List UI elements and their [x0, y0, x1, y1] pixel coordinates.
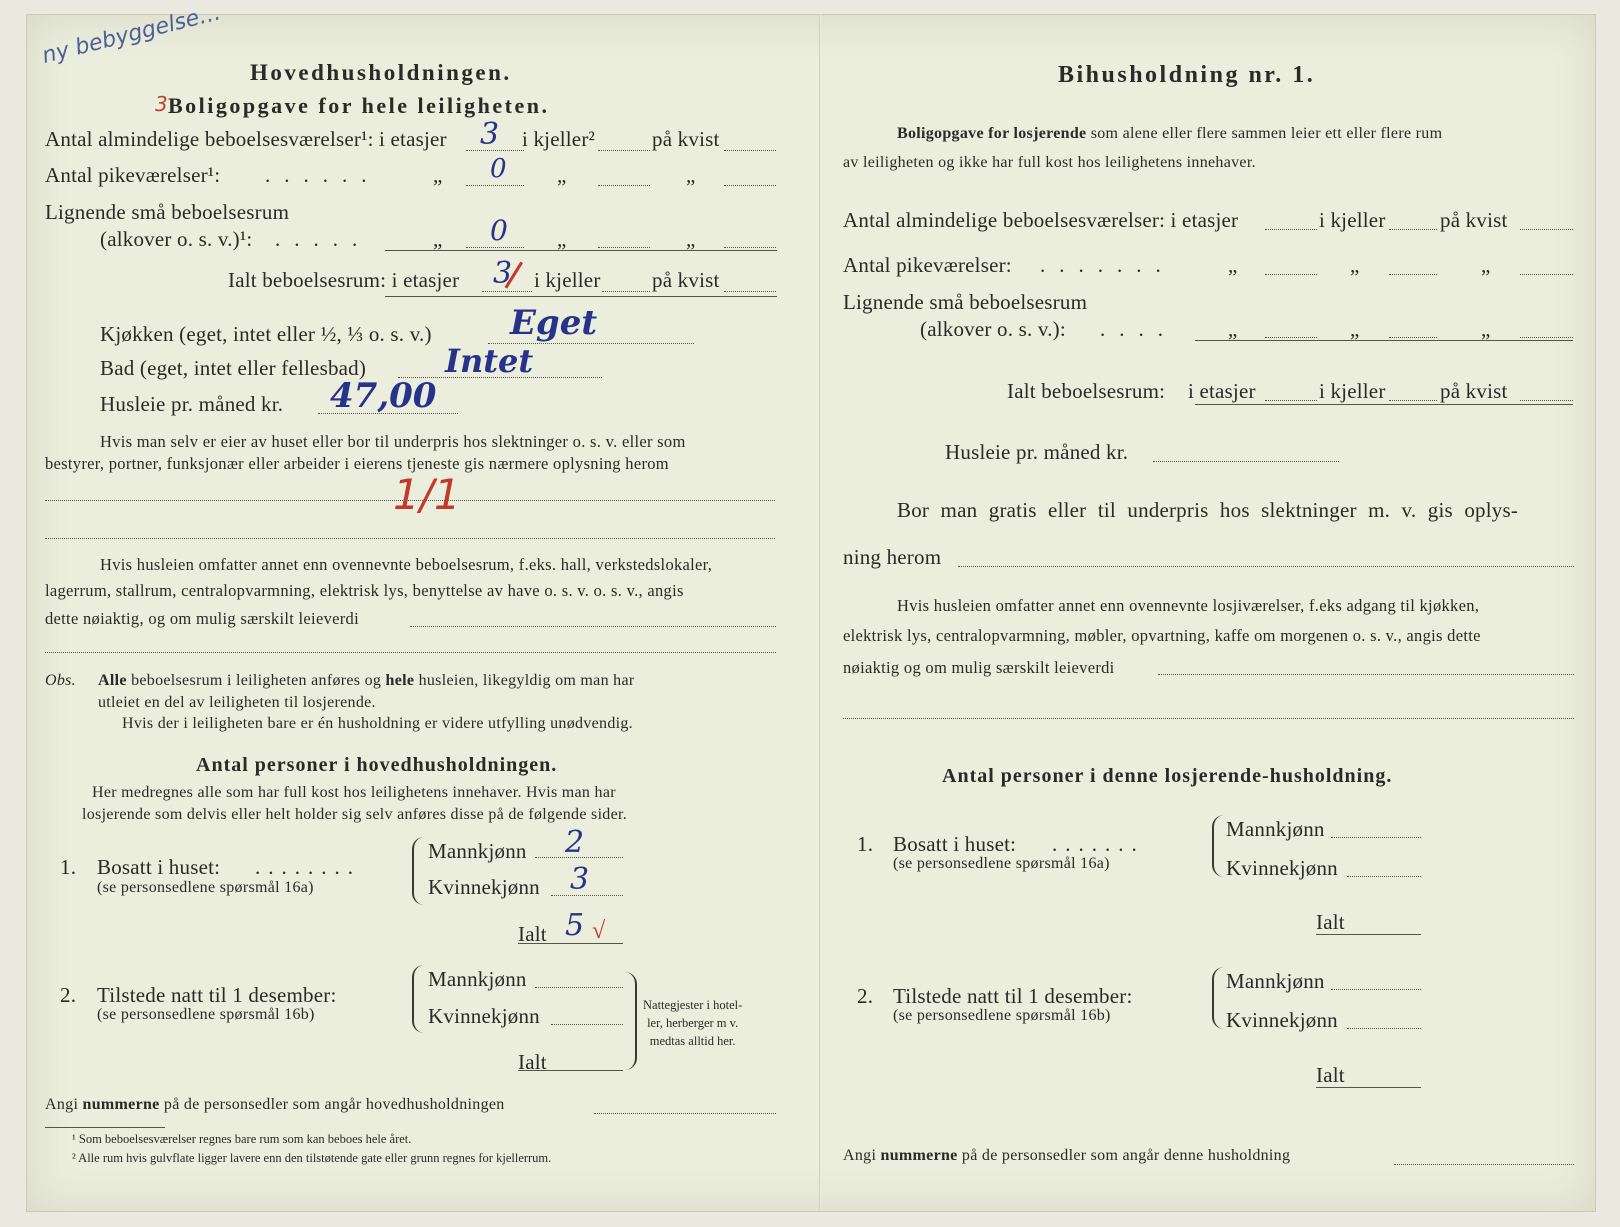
gratis-field[interactable]	[958, 566, 1574, 567]
q1-brace	[412, 837, 424, 905]
q2-ialt-label: Ialt	[518, 1050, 547, 1074]
margin-handwriting: ny bebyggelse…	[39, 0, 224, 69]
r-q2-kvinne-label: Kvinnekjønn	[1226, 1008, 1338, 1032]
row1-kvist-label: på kvist	[652, 127, 720, 151]
r-q1-number: 1.	[857, 832, 874, 856]
sum-rule-top	[385, 250, 777, 251]
r-q1-kvinne-field[interactable]	[1347, 876, 1421, 877]
eier-text-1: Hvis man selv er eier av huset eller bor til underpris hos slektninger o. s. v. eller som	[100, 432, 686, 451]
r-row3-kvist-field[interactable]	[1520, 337, 1573, 338]
r-sum-rule-top	[1195, 340, 1573, 341]
row1-etasjer-value: 3	[480, 117, 500, 152]
angi-right-c: på de personsedler som angår denne husholdning	[961, 1147, 1291, 1164]
r-omfatter-2: elektrisk lys, centralopvarmning, møbler, opvartning, kaffe om morgenen o. s. v., angis dette	[843, 626, 1481, 645]
angi-left	[45, 1096, 505, 1114]
row1-label: Antal almindelige beboelsesværelser¹: i etasjer	[45, 127, 447, 151]
r-row2-ditto-3: „	[1481, 253, 1491, 277]
obs-line-3: Hvis der i leiligheten bare er én husholdning er videre utfylling unødvendig.	[122, 715, 633, 732]
r-ialt-etasjer-field[interactable]	[1265, 400, 1317, 401]
row2-leader-dots: ......	[265, 163, 381, 187]
r-row1-etasjer-field[interactable]	[1265, 229, 1317, 230]
r-q1-ialt-label: Ialt	[1316, 910, 1345, 934]
omfatter-field-1[interactable]	[410, 626, 776, 627]
angi-left-c: på de personsedler som angår hovedhusholdningen	[163, 1096, 505, 1113]
q2-sub: (se personsedlene spørsmål 16b)	[97, 1006, 315, 1023]
q1-mann-value: 2	[565, 825, 585, 860]
persons-text-2: losjerende som delvis eller helt holder sig selv anføres disse på de følgende sider.	[82, 806, 628, 823]
obs-text-a: beboelsesrum i leiligheten anføres og	[131, 672, 382, 689]
kjokken-label: Kjøkken (eget, intet eller ½, ⅓ o. s. v.)	[100, 322, 432, 346]
nattegjester-line-1: Nattegjester i hotel-	[643, 998, 743, 1012]
row3-etasjer-field[interactable]	[466, 247, 524, 248]
row3-etasjer-value: 0	[490, 214, 508, 247]
q1-mann-label: Mannkjønn	[428, 839, 527, 863]
r-row1-kvist-label: på kvist	[1440, 208, 1508, 232]
row1-kjeller-label: i kjeller²	[522, 127, 596, 151]
angi-left-nummerne: nummerne	[82, 1096, 160, 1113]
q1-ialt-rule	[518, 943, 623, 944]
row3-kvist-field[interactable]	[724, 247, 776, 248]
r-omfatter-1: Hvis husleien omfatter annet enn ovennevnte losjiværelser, f.eks adgang til kjøkken,	[897, 596, 1480, 615]
q1-kvinne-label: Kvinnekjønn	[428, 875, 540, 899]
nattegjester-line-3: medtas alltid her.	[649, 1034, 736, 1048]
r-row2-ditto-2: „	[1350, 253, 1360, 277]
ialt-kvist-field[interactable]	[724, 291, 776, 292]
q2-mann-field[interactable]	[535, 987, 623, 988]
row2-kjeller-field[interactable]	[598, 185, 650, 186]
r-row3-ditto-1: „	[1228, 317, 1238, 341]
eier-text-2: bestyrer, portner, funksjonær eller arbeider i eierens tjeneste gis nærmere oplysning herom	[45, 454, 669, 473]
q1-label: Bosatt i huset:	[97, 855, 221, 879]
q2-ialt-rule	[518, 1070, 623, 1071]
row2-label: Antal pikeværelser¹:	[45, 163, 221, 187]
row3-label-a: Lignende små beboelsesrum	[45, 200, 290, 224]
r-sum-rule-bottom	[1195, 404, 1573, 405]
q1-sub: (se personsedlene spørsmål 16a)	[97, 879, 314, 896]
q1-ialt-check: √	[592, 918, 606, 944]
r-husleie-field[interactable]	[1153, 461, 1339, 462]
row3-ditto-3: „	[686, 227, 696, 251]
r-row2-leader-dots: .......	[1040, 253, 1175, 277]
obs-text-b: husleien, likegyldig om man har	[418, 672, 635, 689]
r-row2-label: Antal pikeværelser:	[843, 253, 1012, 277]
q1-ialt-value: 5	[565, 908, 585, 943]
r-husleie-label: Husleie pr. måned kr.	[945, 440, 1129, 464]
angi-right	[843, 1147, 1290, 1165]
obs-line-2: utleiet en del av leiligheten til losjerende.	[98, 694, 376, 711]
row1-kjeller-field[interactable]	[598, 150, 650, 151]
r-ialt-kjeller-label: i kjeller	[1319, 379, 1386, 403]
r-row2-etasjer-field[interactable]	[1265, 274, 1317, 275]
r-ialt-label: Ialt beboelsesrum:	[1007, 379, 1166, 403]
persons-title-right: Antal personer i denne losjerende-husholdning.	[942, 765, 1393, 787]
r-row3-label-b: (alkover o. s. v.):	[920, 317, 1066, 341]
r-ialt-kvist-field[interactable]	[1520, 400, 1573, 401]
ialt-kjeller-field[interactable]	[602, 291, 650, 292]
r-q2-brace	[1212, 967, 1224, 1029]
q2-number: 2.	[60, 983, 77, 1007]
angi-right-field[interactable]	[1394, 1164, 1574, 1165]
row1-kvist-field[interactable]	[724, 150, 776, 151]
r-q2-label: Tilstede natt til 1 desember:	[893, 984, 1133, 1008]
footnote-rule	[45, 1127, 165, 1128]
omfatter-1: Hvis husleien omfatter annet enn ovennevnte beboelsesrum, f.eks. hall, verkstedslokaler,	[100, 555, 713, 574]
row2-kvist-field[interactable]	[724, 185, 776, 186]
r-omfatter-field-2[interactable]	[843, 718, 1574, 719]
q2-kvinne-label: Kvinnekjønn	[428, 1004, 540, 1028]
eier-field-2[interactable]	[45, 538, 775, 539]
r-q2-number: 2.	[857, 984, 874, 1008]
r-q1-kvinne-label: Kvinnekjønn	[1226, 856, 1338, 880]
row2-etasjer-value: 0	[490, 154, 507, 184]
r-row2-kvist-field[interactable]	[1520, 274, 1573, 275]
row3-kjeller-field[interactable]	[598, 247, 650, 248]
r-row3-etasjer-field[interactable]	[1265, 337, 1317, 338]
footnote-1: ¹ Som beboelsesværelser regnes bare rum som kan beboes hele året.	[72, 1132, 412, 1146]
q1-ialt-label: Ialt	[518, 922, 547, 946]
page-fold	[819, 14, 821, 1210]
row2-etasjer-field[interactable]	[466, 185, 524, 186]
r-q1-leader-dots: .......	[1052, 832, 1145, 856]
persons-text-1: Her medregnes alle som har full kost hos leilighetens innehaver. Hvis man har	[92, 784, 616, 801]
r-omfatter-field-1[interactable]	[1158, 674, 1574, 675]
row2-ditto-1: „	[433, 163, 443, 187]
row3-leader-dots: .....	[275, 227, 372, 251]
obs-alle: Alle	[98, 672, 127, 689]
r-ialt-kvist-label: på kvist	[1440, 379, 1508, 403]
r-row3-ditto-2: „	[1350, 317, 1360, 341]
omfatter-2: lagerrum, stallrum, centralopvarmning, elektrisk lys, benyttelse av have o. s. v. o. s. v., angis	[45, 581, 684, 600]
q1-leader-dots: ........	[255, 855, 361, 879]
row3-ditto-2: „	[557, 227, 567, 251]
q2-mann-label: Mannkjønn	[428, 967, 527, 991]
bad-label: Bad (eget, intet eller fellesbad)	[100, 356, 367, 380]
omfatter-3: dette nøiaktig, og om mulig særskilt leieverdi	[45, 609, 359, 628]
r-row1-kvist-field[interactable]	[1520, 229, 1573, 230]
r-row1-kjeller-field[interactable]	[1389, 229, 1437, 230]
omfatter-field-2[interactable]	[45, 652, 776, 653]
q1-kvinne-value: 3	[570, 862, 590, 897]
r-q2-mann-field[interactable]	[1331, 989, 1421, 990]
margin-number: 3	[155, 92, 168, 116]
kjokken-value: Eget	[510, 303, 598, 343]
intro-bold: Boligopgave for losjerende	[897, 125, 1087, 142]
r-row3-label-a: Lignende små beboelsesrum	[843, 290, 1088, 314]
ialt-kjeller-label: i kjeller	[534, 268, 601, 292]
angi-right-a: Angi	[843, 1147, 877, 1164]
r-q2-kvinne-field[interactable]	[1347, 1028, 1421, 1029]
intro-line-1	[897, 125, 1442, 143]
sum-rule-bottom	[385, 296, 777, 297]
bad-value: Intet	[445, 342, 534, 380]
q1-number: 1.	[60, 855, 77, 879]
r-row3-kjeller-field[interactable]	[1389, 337, 1437, 338]
q2-kvinne-field[interactable]	[551, 1024, 623, 1025]
r-q1-ialt-rule	[1316, 934, 1421, 935]
r-q1-mann-field[interactable]	[1331, 837, 1421, 838]
ialt-label: Ialt beboelsesrum: i etasjer	[228, 268, 460, 292]
r-q2-sub: (se personsedlene spørsmål 16b)	[893, 1007, 1111, 1024]
angi-left-field[interactable]	[594, 1113, 776, 1114]
page-title-left: Hovedhusholdningen.	[250, 60, 512, 85]
husleie-label: Husleie pr. måned kr.	[100, 392, 284, 416]
r-q2-mann-label: Mannkjønn	[1226, 969, 1325, 993]
r-q1-brace	[1212, 815, 1224, 877]
intro-line-2: av leiligheten og ikke har full kost hos leilighetens innehaver.	[843, 154, 1256, 171]
r-row1-label: Antal almindelige beboelsesværelser: i etasjer	[843, 208, 1239, 232]
obs-hele: hele	[385, 672, 415, 689]
r-q1-mann-label: Mannkjønn	[1226, 817, 1325, 841]
q2-brace	[412, 965, 424, 1033]
r-omfatter-3: nøiaktig og om mulig særskilt leieverdi	[843, 658, 1115, 677]
ialt-kvist-label: på kvist	[652, 268, 720, 292]
husleie-value: 47,00	[330, 376, 437, 416]
row3-label-b: (alkover o. s. v.)¹:	[100, 227, 253, 251]
r-q2-ialt-label: Ialt	[1316, 1063, 1345, 1087]
r-q2-ialt-rule	[1316, 1087, 1421, 1088]
gratis-line-2: ning herom	[843, 545, 942, 569]
intro-rest: som alene eller flere sammen leier ett eller flere rum	[1090, 125, 1443, 142]
r-ialt-etasjer-label: i etasjer	[1188, 379, 1256, 403]
r-row3-ditto-3: „	[1481, 317, 1491, 341]
r-q1-label: Bosatt i huset:	[893, 832, 1017, 856]
footnote-2: ² Alle rum hvis gulvflate ligger lavere enn den tilstøtende gate eller grunn regnes for kjellerrum.	[72, 1151, 552, 1165]
nattegjester-note	[643, 996, 742, 1050]
angi-left-a: Angi	[45, 1096, 79, 1113]
nattegjester-line-2: ler, herberger m v.	[647, 1016, 739, 1030]
r-q1-sub: (se personsedlene spørsmål 16a)	[893, 855, 1110, 872]
angi-right-nummerne: nummerne	[880, 1147, 958, 1164]
q2-label: Tilstede natt til 1 desember:	[97, 983, 337, 1007]
gratis-line-1: Bor man gratis eller til underpris hos slektninger m. v. gis oplys-	[897, 498, 1519, 522]
obs-line-1	[98, 672, 635, 690]
row3-ditto-1: „	[433, 227, 443, 251]
r-row1-kjeller-label: i kjeller	[1319, 208, 1386, 232]
r-row2-ditto-1: „	[1228, 253, 1238, 277]
r-row3-leader-dots: ....	[1100, 317, 1177, 341]
row2-ditto-2: „	[557, 163, 567, 187]
subtitle-left: Boligopgave for hele leiligheten.	[168, 93, 550, 118]
page-title-right: Bihusholdning nr. 1.	[1058, 62, 1316, 88]
r-ialt-kjeller-field[interactable]	[1389, 400, 1437, 401]
r-row2-kjeller-field[interactable]	[1389, 274, 1437, 275]
persons-title-left: Antal personer i hovedhusholdningen.	[196, 754, 558, 776]
red-marking: 1/1	[393, 470, 461, 519]
q2-right-brace	[625, 972, 637, 1070]
obs-label: Obs.	[45, 672, 76, 689]
ialt-etasjer-value: 3	[493, 256, 513, 291]
row2-ditto-3: „	[686, 163, 696, 187]
